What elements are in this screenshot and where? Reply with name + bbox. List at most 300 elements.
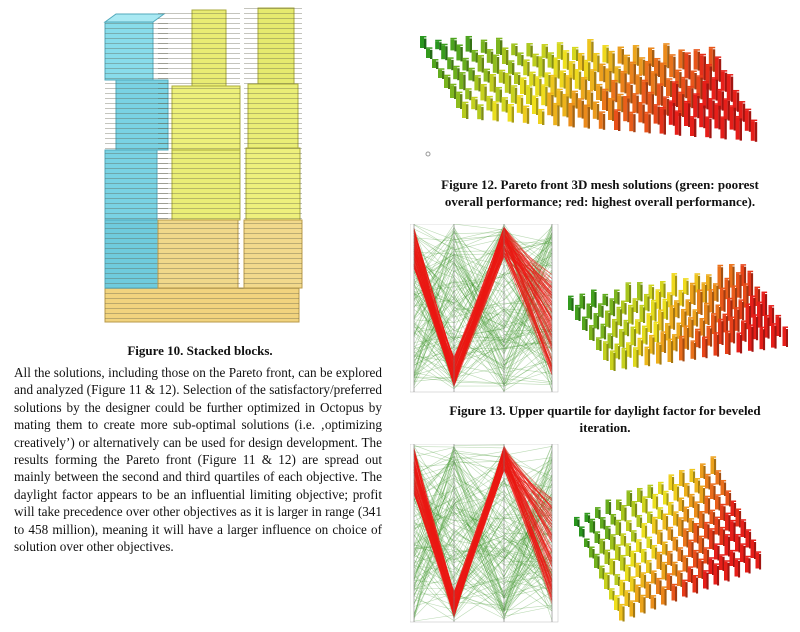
mesh-bar xyxy=(626,522,630,531)
mesh-bar xyxy=(637,284,641,301)
mesh-bar-top xyxy=(700,54,706,56)
mesh-bar-top xyxy=(660,107,666,109)
mesh-bar xyxy=(426,49,430,58)
mesh-bar-top xyxy=(609,588,615,590)
mesh-bar-top xyxy=(674,300,680,302)
mesh-bar xyxy=(656,344,660,364)
mesh-bar-side xyxy=(618,346,620,359)
mesh-bar-top xyxy=(612,319,618,321)
mesh-bar-top xyxy=(642,496,648,498)
mesh-bar xyxy=(477,106,481,119)
mesh-bar xyxy=(517,54,521,65)
mesh-bar-top xyxy=(614,290,620,292)
mesh-bar-top xyxy=(689,494,695,496)
mesh-bar xyxy=(668,503,672,515)
mesh-bar xyxy=(420,38,424,48)
mesh-bar xyxy=(466,37,470,51)
mesh-bar-top xyxy=(581,77,587,79)
mesh-bar xyxy=(651,572,655,584)
mesh-bar-top xyxy=(615,544,621,546)
mesh-bar-side xyxy=(717,286,719,302)
mesh-bar-top xyxy=(734,307,740,309)
mesh-bar xyxy=(658,483,662,494)
mesh-bar-top xyxy=(593,101,599,103)
mesh-bar-top xyxy=(719,554,725,556)
mesh-bar-side xyxy=(675,276,677,297)
mesh-bar-top xyxy=(621,533,627,535)
mesh-bar-top xyxy=(575,305,581,307)
mesh-bar xyxy=(532,55,536,66)
mesh-bar xyxy=(615,546,619,560)
figure-10-caption: Figure 10. Stacked blocks. xyxy=(127,343,273,358)
mesh-bar-top xyxy=(623,96,629,98)
mesh-bar xyxy=(456,93,460,108)
mesh-bar-top xyxy=(672,81,678,83)
mesh-bar-side xyxy=(703,320,705,336)
mesh-bar-top xyxy=(688,540,694,542)
upper-quartile-mesh-figure xyxy=(562,240,788,390)
mesh-bar-side xyxy=(586,319,588,331)
mesh-bar-top xyxy=(693,550,699,552)
mesh-bar xyxy=(616,521,620,535)
mesh-bar xyxy=(709,530,713,549)
mesh-bar-top xyxy=(508,60,514,62)
mesh-bar-top xyxy=(674,484,680,486)
mesh-bar xyxy=(462,103,466,118)
mesh-bar-side xyxy=(721,267,723,290)
mesh-bar xyxy=(735,535,739,551)
mesh-bar xyxy=(487,51,491,63)
mesh-bar xyxy=(648,93,652,113)
mesh-bar-top xyxy=(699,103,705,105)
mesh-bar xyxy=(714,105,718,129)
mesh-bar-top xyxy=(663,514,669,516)
mesh-bar xyxy=(584,540,588,547)
mesh-bar xyxy=(695,480,699,493)
mesh-bar-side xyxy=(715,316,717,335)
mesh-bar xyxy=(553,104,557,125)
mesh-bar-top xyxy=(730,520,736,522)
mesh-bar xyxy=(646,562,650,573)
mesh-bar xyxy=(681,310,685,327)
mesh-bar-top xyxy=(783,326,789,328)
mesh-bar-side xyxy=(616,321,618,337)
mesh-bar-top xyxy=(647,313,653,315)
mesh-bar-top xyxy=(654,322,660,324)
mesh-bar-side xyxy=(436,62,438,69)
mesh-bar-side xyxy=(481,107,483,120)
mesh-bar xyxy=(574,518,578,526)
mesh-bar-side xyxy=(659,292,661,310)
mesh-bar-top xyxy=(554,57,560,59)
mesh-bar-side xyxy=(609,502,611,515)
mesh-bar-top xyxy=(611,80,617,82)
mesh-bar-top xyxy=(644,294,650,296)
mesh-bar-top xyxy=(662,542,668,544)
mesh-bar xyxy=(614,597,618,610)
mesh-bar-side xyxy=(706,339,708,358)
mesh-bar xyxy=(663,492,667,504)
mesh-bar-side xyxy=(775,326,777,349)
mesh-bar-side xyxy=(707,573,709,590)
mesh-bar-top xyxy=(710,483,716,485)
mesh-bar xyxy=(689,495,693,507)
mesh-bar xyxy=(616,501,620,510)
mesh-bar-top xyxy=(625,590,631,592)
mesh-bar-top xyxy=(462,58,468,60)
mesh-bar-top xyxy=(626,520,632,522)
mesh-bar xyxy=(601,325,605,338)
mesh-bar-top xyxy=(746,529,752,531)
mesh-bar-top xyxy=(600,517,606,519)
mesh-bar-top xyxy=(614,66,620,68)
mesh-bar-top xyxy=(499,70,505,72)
mesh-bar-top xyxy=(721,70,727,72)
mesh-bar-side xyxy=(607,344,609,361)
mesh-bar xyxy=(492,103,496,121)
mesh-bar-side xyxy=(696,578,698,594)
mesh-bar xyxy=(636,564,640,577)
mesh-bar-top xyxy=(757,302,763,304)
mesh-bar xyxy=(662,563,666,579)
mesh-bar xyxy=(636,76,640,94)
mesh-bar xyxy=(661,588,665,605)
mesh-bar xyxy=(609,590,613,600)
mesh-bar-top xyxy=(496,38,502,40)
mesh-bar-side xyxy=(701,292,703,315)
mesh-bar xyxy=(642,525,646,538)
mesh-bar-top xyxy=(619,604,625,606)
mesh-bar-top xyxy=(578,53,584,55)
mesh-bar xyxy=(645,348,649,365)
mesh-bar xyxy=(740,545,744,562)
mesh-bar-side xyxy=(634,329,636,346)
mesh-bar-top xyxy=(751,540,757,542)
mesh-bar-top xyxy=(661,331,667,333)
mesh-bar-top xyxy=(648,92,654,94)
mesh-bar-side xyxy=(636,301,638,313)
mesh-bar-top xyxy=(508,104,514,106)
mesh-bar-top xyxy=(591,290,597,292)
mesh-bar xyxy=(678,549,682,561)
mesh-bar xyxy=(478,57,482,72)
stacked-blocks-figure xyxy=(96,4,308,330)
mesh-bar-side xyxy=(463,75,465,91)
mesh-bar-top xyxy=(640,305,646,307)
mesh-bar-top xyxy=(739,299,745,301)
mesh-bar-top xyxy=(526,43,532,45)
mesh-bar-top xyxy=(632,501,638,503)
mesh-bar-top xyxy=(736,116,742,118)
mesh-bar-top xyxy=(450,84,456,86)
mesh-bar-side xyxy=(742,302,744,320)
mesh-bar-top xyxy=(731,500,737,502)
mesh-bar xyxy=(641,551,645,563)
mesh-bar-side xyxy=(542,111,544,125)
mesh-bar-top xyxy=(687,86,693,88)
mesh-bar xyxy=(474,77,478,91)
mesh-bar xyxy=(714,545,718,560)
mesh-bar-top xyxy=(716,470,722,472)
mesh-bar xyxy=(709,559,713,574)
mesh-bar-top xyxy=(683,555,689,557)
mesh-bar xyxy=(587,305,591,318)
mesh-bar xyxy=(625,566,629,581)
mesh-bar-top xyxy=(420,36,426,38)
mesh-bar xyxy=(693,551,697,567)
mesh-bar-side xyxy=(671,341,673,363)
mesh-bar xyxy=(672,563,676,575)
mesh-bar-top xyxy=(641,572,647,574)
mesh-bar-top xyxy=(487,49,493,51)
mesh-bar-top xyxy=(672,584,678,586)
mesh-bar xyxy=(714,565,718,585)
mesh-bar xyxy=(642,498,646,513)
mesh-bar xyxy=(727,76,731,101)
mesh-bar-side xyxy=(664,334,666,353)
mesh-bar-top xyxy=(700,318,706,320)
mesh-bar-top xyxy=(682,580,688,582)
mesh-bar-top xyxy=(737,332,743,334)
mesh-bar-top xyxy=(456,44,462,46)
mesh-bar-top xyxy=(720,288,726,290)
mesh-bar xyxy=(657,85,661,105)
mesh-bar-top xyxy=(663,96,669,98)
mesh-bar-side xyxy=(779,317,781,337)
mesh-bar-side xyxy=(759,554,761,570)
mesh-bar-top xyxy=(517,95,523,97)
mesh-bar-top xyxy=(741,519,747,521)
mesh-bar xyxy=(496,88,500,101)
mesh-bar-top xyxy=(562,94,568,96)
mesh-bar-side xyxy=(722,321,724,345)
mesh-bar-top xyxy=(694,501,700,503)
mesh-bar xyxy=(670,307,674,329)
mesh-bar-top xyxy=(672,334,678,336)
mesh-bar-top xyxy=(700,463,706,465)
mesh-bar-side xyxy=(604,326,606,339)
mesh-bar-side xyxy=(708,305,710,325)
mesh-bar-top xyxy=(669,54,675,56)
mesh-bar-top xyxy=(646,582,652,584)
mesh-bar-top xyxy=(639,57,645,59)
mesh-bar xyxy=(604,574,608,589)
mesh-bar xyxy=(602,90,606,110)
mesh-bar xyxy=(595,509,599,518)
mesh-bar-top xyxy=(474,75,480,77)
mesh-bar-top xyxy=(471,97,477,99)
body-paragraph xyxy=(14,364,382,555)
mesh-bar-side xyxy=(662,312,664,331)
mesh-bar-side xyxy=(590,306,592,319)
mesh-bar-side xyxy=(728,280,730,300)
mesh-bar-top xyxy=(762,292,768,294)
mesh-bar-top xyxy=(478,55,484,57)
mesh-bar xyxy=(688,568,692,582)
mesh-bar-top xyxy=(651,570,657,572)
mesh-bar-top xyxy=(663,299,669,301)
mesh-bar-top xyxy=(615,344,621,346)
mesh-bar xyxy=(700,487,704,503)
mesh-bar-top xyxy=(450,38,456,40)
mesh-bar-top xyxy=(584,538,590,540)
mesh-bar-top xyxy=(714,103,720,105)
mesh-bar xyxy=(657,531,661,544)
mesh-bar-side xyxy=(657,324,659,343)
mesh-bar-top xyxy=(602,45,608,47)
mesh-bar xyxy=(730,521,734,541)
mesh-bar-top xyxy=(746,303,752,304)
mesh-bar-top xyxy=(560,70,566,72)
mesh-bar-side xyxy=(648,296,650,311)
mesh-bar xyxy=(666,80,670,96)
mesh-bar-top xyxy=(632,93,638,95)
mesh-bar-top xyxy=(748,271,754,273)
mesh-bar-top xyxy=(629,112,635,114)
mesh-bar xyxy=(651,597,655,609)
mesh-bar-top xyxy=(756,551,762,553)
mesh-bar-top xyxy=(638,102,644,104)
mesh-bar-side xyxy=(673,308,675,330)
mesh-bar-top xyxy=(721,480,727,482)
mesh-bar-side xyxy=(496,104,498,122)
mesh-bar-top xyxy=(620,555,626,557)
mesh-bar xyxy=(663,515,667,529)
mesh-bar xyxy=(605,70,609,91)
mesh-bar-top xyxy=(656,289,662,291)
mesh-bar-side xyxy=(686,582,688,597)
mesh-bar xyxy=(563,52,567,69)
mesh-bar-side xyxy=(637,350,639,368)
mesh-bar xyxy=(684,508,688,521)
mesh-bar-top xyxy=(435,40,441,42)
mesh-bar xyxy=(673,513,677,526)
mesh-bar-top xyxy=(453,66,459,68)
mesh-bar-top xyxy=(608,98,614,100)
mesh-bar-top xyxy=(532,95,538,97)
mesh-bar-top xyxy=(677,323,683,325)
mesh-bar xyxy=(526,87,530,104)
mesh-bar-top xyxy=(651,300,657,302)
mesh-bar-top xyxy=(633,298,639,300)
mesh-bar-side xyxy=(717,335,719,357)
mesh-bar-top xyxy=(532,54,538,56)
mesh-bar-top xyxy=(472,50,478,52)
mesh-bar xyxy=(640,596,644,612)
mesh-bar xyxy=(560,72,564,88)
mesh-bar-top xyxy=(556,89,562,91)
mesh-bar xyxy=(579,528,583,537)
mesh-bar-side xyxy=(676,337,678,352)
mesh-bar-top xyxy=(637,488,643,490)
mesh-bar xyxy=(619,605,623,620)
mesh-bar-side xyxy=(717,566,719,586)
mesh-bar-top xyxy=(652,545,658,547)
mesh-bar-top xyxy=(654,104,660,106)
mesh-bar-side xyxy=(664,283,666,298)
mesh-bar-top xyxy=(708,98,714,100)
mesh-bar-top xyxy=(678,92,684,94)
mesh-bar-side xyxy=(652,287,654,300)
mesh-bar xyxy=(635,586,639,602)
mesh-bar-top xyxy=(614,109,620,111)
mesh-bar-top xyxy=(574,517,580,519)
mesh-bar-top xyxy=(587,39,593,41)
mesh-bar-top xyxy=(605,550,611,552)
mesh-bar xyxy=(648,486,652,498)
mesh-bar-top xyxy=(620,580,626,582)
mesh-bar xyxy=(620,72,624,92)
mesh-bar xyxy=(602,47,606,63)
mesh-bar-top xyxy=(745,109,751,111)
mesh-bar xyxy=(511,45,515,55)
mesh-bar xyxy=(600,540,604,553)
mesh-bar-top xyxy=(599,111,605,113)
mesh-bar-top xyxy=(569,61,575,63)
mesh-bar-top xyxy=(520,77,526,79)
mesh-bar-top xyxy=(696,75,702,77)
mesh-bar-top xyxy=(514,72,520,74)
mesh-bar-top xyxy=(675,70,681,72)
mesh-bar-side xyxy=(650,316,652,333)
mesh-bar-top xyxy=(595,531,601,533)
mesh-bar xyxy=(535,78,539,95)
mesh-bar-top xyxy=(631,530,637,532)
mesh-bar-top xyxy=(631,327,637,329)
mesh-bar xyxy=(684,54,688,79)
mesh-bar-side xyxy=(618,112,620,131)
mesh-bar xyxy=(596,339,600,350)
mesh-bar-top xyxy=(579,526,585,528)
mesh-bar-side xyxy=(696,312,698,327)
mesh-bar-top xyxy=(626,82,632,84)
mesh-bar xyxy=(710,511,714,524)
mesh-bar xyxy=(736,117,740,139)
mesh-bar-top xyxy=(723,314,729,316)
mesh-bar xyxy=(578,54,582,70)
mesh-bar-top xyxy=(679,336,685,338)
mesh-bar xyxy=(450,39,454,50)
mesh-bar-side xyxy=(664,109,666,134)
mesh-bar-top xyxy=(589,547,595,549)
mesh-bar-top xyxy=(541,84,547,86)
mesh-bar xyxy=(453,67,457,79)
right-block-tower xyxy=(244,8,302,288)
mesh-bar xyxy=(630,578,634,592)
mesh-bar-top xyxy=(769,305,775,307)
mesh-bar xyxy=(517,97,521,113)
mesh-bar-top xyxy=(741,264,747,266)
mesh-bar xyxy=(629,113,633,131)
mesh-bar-top xyxy=(720,116,726,118)
mesh-bar-top xyxy=(599,64,605,65)
mesh-bar-top xyxy=(621,301,627,303)
mesh-bar xyxy=(678,51,682,68)
mesh-bar xyxy=(678,519,682,536)
mesh-bar-top xyxy=(725,278,731,280)
mesh-bar xyxy=(715,496,719,510)
mesh-bar-top xyxy=(715,56,721,58)
mesh-bar-top xyxy=(466,36,472,38)
mesh-bar-side xyxy=(633,114,635,132)
mesh-bar-top xyxy=(694,49,700,51)
figure-13-caption: Figure 13. Upper quartile for daylight factor for beveled iteration. xyxy=(449,403,761,435)
mesh-bar-top xyxy=(727,74,733,76)
mesh-bar xyxy=(637,516,641,527)
mesh-bar xyxy=(520,79,524,94)
mesh-bar-top xyxy=(736,508,742,510)
mesh-bar xyxy=(641,574,645,588)
